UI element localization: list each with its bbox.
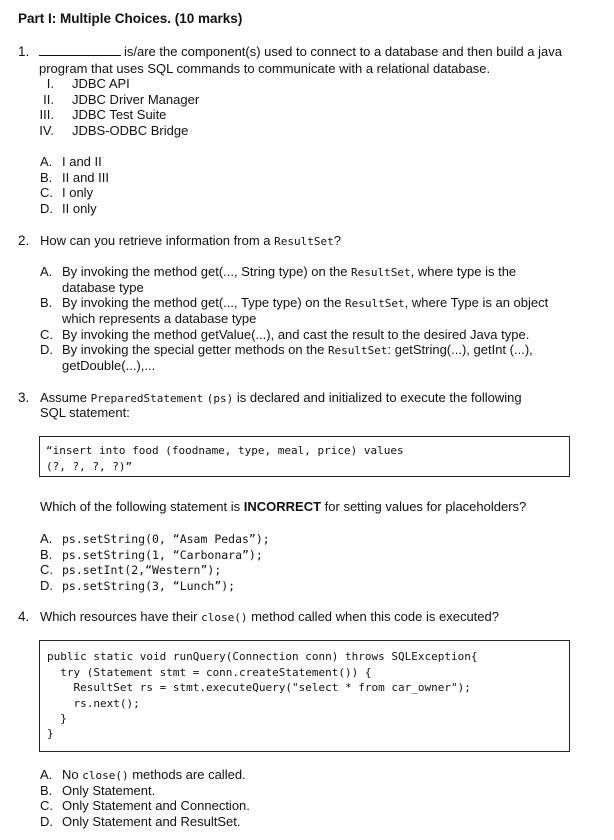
option-code: ps.setInt(2,“Western”); <box>62 563 222 577</box>
option-text: By invoking the method get(..., Type type) on the <box>62 295 346 310</box>
q1-item <box>28 76 130 91</box>
option-code: ps.setString(3, “Lunch”); <box>62 579 236 593</box>
option-letter: C. <box>40 798 53 813</box>
option-letter: A. <box>40 154 53 169</box>
q3-option-a[interactable] <box>40 531 270 546</box>
q1-text-line2: program that uses SQL commands to communicate with a relational database. <box>39 61 491 76</box>
q1-answer-blank <box>39 44 121 56</box>
q3-text-post: is declared and initialized to execute the following <box>233 390 522 405</box>
code-line: rs.next(); <box>47 697 140 710</box>
option-code: close() <box>82 769 129 782</box>
q1-item <box>28 107 166 122</box>
option-letter: C. <box>40 185 53 200</box>
option-code: ps.setString(1, “Carbonara”); <box>62 548 263 562</box>
option-letter: B. <box>40 783 53 798</box>
option-letter: C. <box>40 562 53 577</box>
option-letter: A. <box>40 264 53 279</box>
option-letter: D. <box>40 342 53 357</box>
code-line: } <box>47 712 67 725</box>
q1-item <box>28 123 188 138</box>
option-text: No <box>62 767 83 782</box>
option-text: II only <box>62 201 97 216</box>
option-letter: D. <box>40 814 53 829</box>
q3-text-line2: SQL statement: <box>40 405 130 420</box>
option-text: By invoking the method getValue(...), and cast the result to the desired Java type. <box>62 327 530 342</box>
q1-number: 1. <box>18 44 30 59</box>
q1-item-text: JDBC API <box>72 76 130 91</box>
q2-option-b[interactable] <box>40 295 548 310</box>
q3-question-pre: Which of the following statement is <box>40 499 244 514</box>
q3-option-d[interactable] <box>40 578 235 593</box>
q3-number: 3. <box>18 390 30 405</box>
option-letter: C. <box>40 327 53 342</box>
option-code: ResultSet <box>327 344 388 357</box>
code-line: ResultSet rs = stmt.executeQuery("select * from car_owner"); <box>47 681 471 694</box>
option-letter: A. <box>40 531 53 546</box>
option-code: ResultSet <box>351 266 411 279</box>
option-text: : getString(...), getInt (...), <box>387 342 533 357</box>
q1-item-roman: II. <box>43 92 54 107</box>
option-text: Only Statement and ResultSet. <box>62 814 241 829</box>
option-text: , where Type is an object <box>404 295 549 310</box>
option-text: methods are called. <box>128 767 246 782</box>
code-line: try (Statement stmt = conn.createStatement()) { <box>47 666 372 679</box>
option-text: By invoking the method get(..., String type) on the <box>62 264 352 279</box>
q1-item-roman: I. <box>46 76 54 91</box>
q3-question-bold: INCORRECT <box>243 499 322 514</box>
q2-option-b-line2: which represents a database type <box>62 311 257 326</box>
q2-text <box>40 233 341 248</box>
q4-option-c[interactable] <box>40 798 250 813</box>
q3-option-b[interactable] <box>40 547 263 562</box>
q2-text-post: ? <box>333 233 341 248</box>
q3-question <box>40 499 526 514</box>
code-line: } <box>47 727 54 740</box>
code-line: public static void runQuery(Connection conn) throws SQLException{ <box>47 650 478 663</box>
sql-line: (?, ?, ?, ?)” <box>46 460 133 473</box>
option-text: , where type is the <box>410 264 517 279</box>
q1-item-text: JDBS-ODBC Bridge <box>72 123 189 138</box>
q4-text-pre: Which resources have their <box>40 609 202 624</box>
q3-question-post: for setting values for placeholders? <box>321 499 527 514</box>
option-letter: D. <box>40 201 53 216</box>
option-text: II and III <box>62 170 109 185</box>
option-code: ResultSet <box>345 297 405 310</box>
q4-text-code: close() <box>201 611 248 624</box>
q1-option-c[interactable] <box>40 185 93 200</box>
q1-text-line1 <box>39 44 562 59</box>
option-code: ps.setString(0, “Asam Pedas”); <box>62 532 270 546</box>
q3-text-line1 <box>40 390 522 405</box>
q4-option-d[interactable] <box>40 814 240 829</box>
option-letter: B. <box>40 547 53 562</box>
q1-item-text: JDBC Driver Manager <box>72 92 200 107</box>
q3-option-c[interactable] <box>40 562 221 577</box>
option-text: I and II <box>62 154 102 169</box>
q1-option-d[interactable] <box>40 201 97 216</box>
sql-line: “insert into food (foodname, type, meal, price) values <box>46 444 404 457</box>
option-text: By invoking the special getter methods on the <box>62 342 328 357</box>
q1-item-roman: IV. <box>39 123 54 138</box>
q2-option-d-line2: getDouble(...),... <box>62 358 156 373</box>
option-letter: D. <box>40 578 53 593</box>
q3-text-pre: Assume <box>40 390 91 405</box>
part-title: Part I: Multiple Choices. (10 marks) <box>18 11 243 26</box>
q2-option-a-line2: database type <box>62 280 144 295</box>
q4-text <box>40 609 499 624</box>
q4-number: 4. <box>18 609 30 624</box>
q1-option-b[interactable] <box>40 170 109 185</box>
q2-option-d[interactable] <box>40 342 533 357</box>
q3-text-code: (ps) <box>206 392 234 405</box>
q2-text-code: ResultSet <box>274 235 334 248</box>
q2-option-c[interactable] <box>40 327 529 342</box>
q2-number: 2. <box>18 233 30 248</box>
q1-item <box>28 92 199 107</box>
q1-option-a[interactable] <box>40 154 102 169</box>
q4-option-b[interactable] <box>40 783 155 798</box>
q2-option-a[interactable] <box>40 264 516 279</box>
option-text: I only <box>62 185 94 200</box>
q1-item-roman: III. <box>39 107 54 122</box>
q4-text-post: method called when this code is executed? <box>247 609 499 624</box>
q1-text-line1-content: is/are the component(s) used to connect to a database and then build a java <box>124 44 562 59</box>
option-letter: A. <box>40 767 53 782</box>
q2-text-pre: How can you retrieve information from a <box>40 233 275 248</box>
q3-text-code: PreparedStatement <box>90 392 204 405</box>
option-text: Only Statement. <box>62 783 156 798</box>
q1-item-text: JDBC Test Suite <box>72 107 167 122</box>
option-text: Only Statement and Connection. <box>62 798 250 813</box>
option-letter: B. <box>40 170 53 185</box>
q4-option-a[interactable] <box>40 767 246 782</box>
option-letter: B. <box>40 295 53 310</box>
